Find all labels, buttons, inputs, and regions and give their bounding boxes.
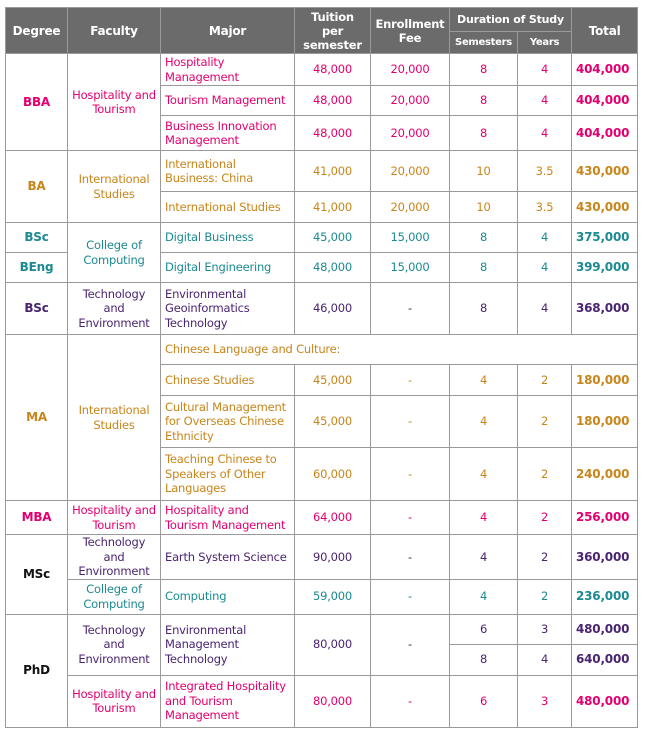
enrollment-fee-cell: - <box>371 535 450 580</box>
major-cell: Digital Business <box>161 223 295 253</box>
years-cell: 4 <box>518 253 572 283</box>
tuition-fee-table <box>5 7 638 728</box>
semesters-header: Semesters <box>450 32 518 54</box>
semesters-cell: 4 <box>450 396 518 448</box>
total-cell: 404,000 <box>572 54 638 86</box>
total-cell: 480,000 <box>572 614 638 644</box>
total-cell: 430,000 <box>572 151 638 192</box>
years-cell: 3.5 <box>518 151 572 192</box>
major-cell: Hospitality Management <box>161 54 295 86</box>
semesters-cell: 4 <box>450 535 518 580</box>
major-cell: Computing <box>161 579 295 614</box>
enrollment-fee-cell: 15,000 <box>371 223 450 253</box>
faculty-cell: Hospitality and Tourism <box>68 54 161 151</box>
enrollment-fee-cell: - <box>371 448 450 501</box>
major-cell: Teaching Chinese to Speakers of Other Languages <box>161 448 295 501</box>
semesters-cell: 10 <box>450 151 518 192</box>
degree-cell: BSc <box>6 223 68 253</box>
degree-cell: BA <box>6 151 68 223</box>
major-cell: Cultural Management for Overseas Chinese Ethnicity <box>161 396 295 448</box>
enrollment-fee-cell: - <box>371 579 450 614</box>
total-cell: 180,000 <box>572 396 638 448</box>
major-cell: Earth System Science <box>161 535 295 580</box>
semesters-cell: 8 <box>450 116 518 151</box>
total-cell: 375,000 <box>572 223 638 253</box>
years-cell: 4 <box>518 86 572 116</box>
major-cell: Environmental Geoinformatics Technology <box>161 283 295 335</box>
major-cell: Business Innovation Management <box>161 116 295 151</box>
tuition-cell: 46,000 <box>295 283 371 335</box>
total-cell: 240,000 <box>572 448 638 501</box>
years-cell: 2 <box>518 365 572 396</box>
semesters-cell: 6 <box>450 614 518 644</box>
degree-cell: MSc <box>6 535 68 615</box>
enrollment-fee-cell: - <box>371 365 450 396</box>
faculty-cell: International Studies <box>68 151 161 223</box>
years-cell: 4 <box>518 283 572 335</box>
faculty-cell: Hospitality and Tourism <box>68 501 161 535</box>
years-cell: 2 <box>518 501 572 535</box>
faculty-cell: College of Computing <box>68 223 161 283</box>
tuition-cell: 41,000 <box>295 192 371 223</box>
degree-cell: MA <box>6 335 68 501</box>
semesters-cell: 8 <box>450 54 518 86</box>
total-cell: 640,000 <box>572 644 638 675</box>
total-cell: 404,000 <box>572 86 638 116</box>
total-cell: 430,000 <box>572 192 638 223</box>
tuition-cell: 48,000 <box>295 86 371 116</box>
tuition-cell: 64,000 <box>295 501 371 535</box>
table-row <box>6 535 638 580</box>
years-cell: 2 <box>518 535 572 580</box>
degree-header: Degree <box>6 8 68 54</box>
semesters-cell: 8 <box>450 86 518 116</box>
tuition-cell: 90,000 <box>295 535 371 580</box>
enrollment-fee-header: Enrollment Fee <box>371 8 450 54</box>
major-cell: Digital Engineering <box>161 253 295 283</box>
total-cell: 236,000 <box>572 579 638 614</box>
table-row <box>6 335 638 365</box>
major-cell: Chinese Studies <box>161 365 295 396</box>
header-row <box>6 8 638 32</box>
total-cell: 180,000 <box>572 365 638 396</box>
tuition-cell: 80,000 <box>295 614 371 675</box>
years-cell: 4 <box>518 223 572 253</box>
table-row <box>6 151 638 192</box>
degree-cell: BSc <box>6 283 68 335</box>
years-header: Years <box>518 32 572 54</box>
enrollment-fee-cell: 20,000 <box>371 86 450 116</box>
table-row <box>6 54 638 86</box>
enrollment-fee-cell: 20,000 <box>371 151 450 192</box>
faculty-cell: Technology and Environment <box>68 283 161 335</box>
total-cell: 399,000 <box>572 253 638 283</box>
tuition-cell: 60,000 <box>295 448 371 501</box>
total-header: Total <box>572 8 638 54</box>
table-row <box>6 614 638 644</box>
years-cell: 3.5 <box>518 192 572 223</box>
faculty-cell: Hospitality and Tourism <box>68 675 161 727</box>
table-row <box>6 579 638 614</box>
degree-cell: BBA <box>6 54 68 151</box>
tuition-cell: 41,000 <box>295 151 371 192</box>
enrollment-fee-cell: - <box>371 675 450 727</box>
faculty-cell: Technology and Environment <box>68 535 161 580</box>
degree-cell: PhD <box>6 614 68 727</box>
semesters-cell: 10 <box>450 192 518 223</box>
major-cell: Environmental Management Technology <box>161 614 295 675</box>
tuition-cell: 59,000 <box>295 579 371 614</box>
semesters-cell: 8 <box>450 223 518 253</box>
total-cell: 368,000 <box>572 283 638 335</box>
duration-header: Duration of Study <box>450 8 572 32</box>
semesters-cell: 4 <box>450 579 518 614</box>
years-cell: 2 <box>518 448 572 501</box>
years-cell: 2 <box>518 396 572 448</box>
semesters-cell: 4 <box>450 365 518 396</box>
enrollment-fee-cell: - <box>371 396 450 448</box>
enrollment-fee-cell: - <box>371 501 450 535</box>
years-cell: 3 <box>518 614 572 644</box>
major-cell: Integrated Hospitality and Tourism Management <box>161 675 295 727</box>
table-row <box>6 283 638 335</box>
years-cell: 2 <box>518 579 572 614</box>
years-cell: 4 <box>518 116 572 151</box>
enrollment-fee-cell: - <box>371 614 450 675</box>
faculty-header: Faculty <box>68 8 161 54</box>
enrollment-fee-cell: - <box>371 283 450 335</box>
faculty-cell: College of Computing <box>68 579 161 614</box>
years-cell: 4 <box>518 644 572 675</box>
table-row <box>6 223 638 253</box>
total-cell: 360,000 <box>572 535 638 580</box>
degree-cell: BEng <box>6 253 68 283</box>
years-cell: 3 <box>518 675 572 727</box>
major-cell: International Studies <box>161 192 295 223</box>
major-cell: Hospitality and Tourism Management <box>161 501 295 535</box>
table-row <box>6 675 638 727</box>
semesters-cell: 4 <box>450 448 518 501</box>
major-cell: Tourism Management <box>161 86 295 116</box>
semesters-cell: 8 <box>450 253 518 283</box>
enrollment-fee-cell: 20,000 <box>371 116 450 151</box>
major-header: Major <box>161 8 295 54</box>
major-group-label: Chinese Language and Culture: <box>161 335 638 365</box>
tuition-cell: 48,000 <box>295 54 371 86</box>
total-cell: 256,000 <box>572 501 638 535</box>
semesters-cell: 8 <box>450 644 518 675</box>
tuition-cell: 45,000 <box>295 396 371 448</box>
table-row <box>6 501 638 535</box>
tuition-cell: 48,000 <box>295 116 371 151</box>
tuition-cell: 45,000 <box>295 365 371 396</box>
total-cell: 480,000 <box>572 675 638 727</box>
tuition-cell: 45,000 <box>295 223 371 253</box>
tuition-cell: 48,000 <box>295 253 371 283</box>
major-cell: International Business: China <box>161 151 295 192</box>
faculty-cell: International Studies <box>68 335 161 501</box>
enrollment-fee-cell: 20,000 <box>371 192 450 223</box>
degree-cell: MBA <box>6 501 68 535</box>
tuition-header: Tuition per semester <box>295 8 371 54</box>
semesters-cell: 6 <box>450 675 518 727</box>
enrollment-fee-cell: 15,000 <box>371 253 450 283</box>
tuition-table-container <box>5 7 638 728</box>
semesters-cell: 4 <box>450 501 518 535</box>
faculty-cell: Technology and Environment <box>68 614 161 675</box>
enrollment-fee-cell: 20,000 <box>371 54 450 86</box>
semesters-cell: 8 <box>450 283 518 335</box>
years-cell: 4 <box>518 54 572 86</box>
total-cell: 404,000 <box>572 116 638 151</box>
tuition-cell: 80,000 <box>295 675 371 727</box>
